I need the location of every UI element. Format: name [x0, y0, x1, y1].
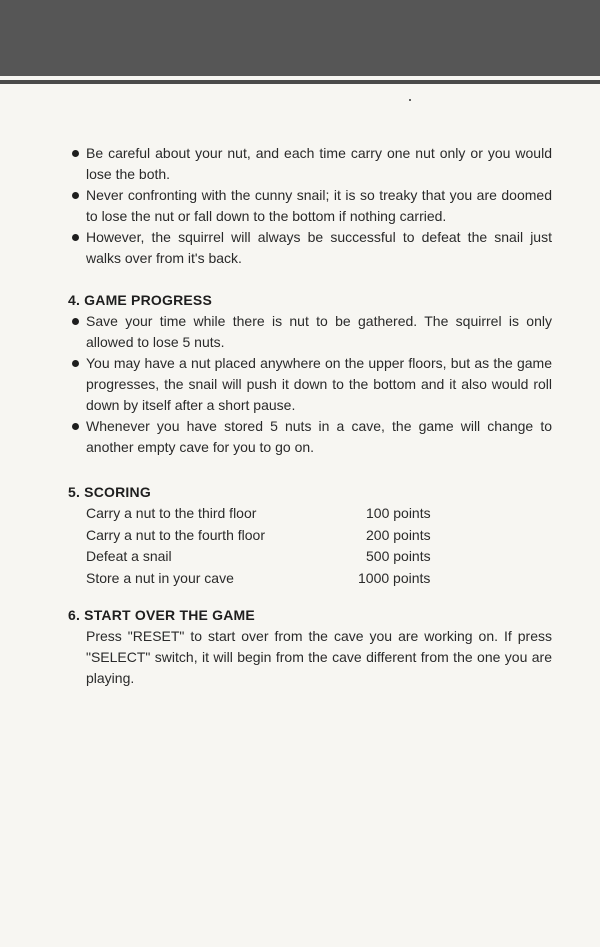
bullet-icon [72, 150, 79, 157]
bullet-text: However, the squirrel will always be successful to defeat the snail just walks over from it's back. [86, 229, 552, 266]
print-speck [409, 99, 411, 101]
list-item [68, 143, 552, 185]
bullet-icon [72, 192, 79, 199]
bullet-icon [72, 360, 79, 367]
scoring-section [68, 482, 552, 589]
table-row [86, 525, 456, 547]
list-item [68, 416, 552, 458]
start-over-section [68, 605, 552, 689]
header-rule [0, 80, 600, 84]
intro-bullet-list [68, 143, 552, 269]
score-action: Defeat a snail [86, 548, 172, 565]
section-heading: 6. START OVER THE GAME [68, 607, 255, 623]
table-row [86, 568, 456, 590]
header-band [0, 0, 600, 76]
game-progress-bullet-list [68, 311, 552, 458]
bullet-icon [72, 234, 79, 241]
table-row [86, 503, 456, 525]
game-progress-section [68, 290, 552, 458]
score-action: Carry a nut to the fourth floor [86, 526, 265, 543]
bullet-icon [72, 423, 79, 430]
list-item [68, 227, 552, 269]
list-item [68, 353, 552, 416]
bullet-icon [72, 318, 79, 325]
bullet-text: Whenever you have stored 5 nuts in a cave, the game will change to another empty cave for you to go on. [86, 418, 552, 455]
scoring-table [86, 503, 456, 589]
section-heading: 4. GAME PROGRESS [68, 292, 213, 308]
score-action: Store a nut in your cave [86, 569, 234, 586]
manual-page-content [68, 143, 552, 689]
score-points: 1000 points [358, 569, 431, 586]
list-item [68, 185, 552, 227]
bullet-text: You may have a nut placed anywhere on the upper floors, but as the game progresses, the snail will push it down to the bottom and it also would roll down by itself after a short pause. [86, 355, 552, 413]
list-item [68, 311, 552, 353]
bullet-text: Be careful about your nut, and each time carry one nut only or you would lose the both. [86, 145, 552, 182]
score-points: 100 points [366, 505, 431, 522]
start-over-text: Press "RESET" to start over from the cave you are working on. If press "SELECT" switch, it will begin from the cave different from the one you are playing. [86, 628, 552, 686]
score-points: 200 points [366, 526, 431, 543]
score-action: Carry a nut to the third floor [86, 505, 257, 522]
section-heading: 5. SCORING [68, 484, 151, 500]
bullet-text: Save your time while there is nut to be gathered. The squirrel is only allowed to lose 5 nuts. [86, 313, 552, 350]
table-row [86, 546, 456, 568]
score-points: 500 points [366, 548, 431, 565]
bullet-text: Never confronting with the cunny snail; it is so treaky that you are doomed to lose the nut or fall down to the bottom if nothing carried. [86, 187, 552, 224]
